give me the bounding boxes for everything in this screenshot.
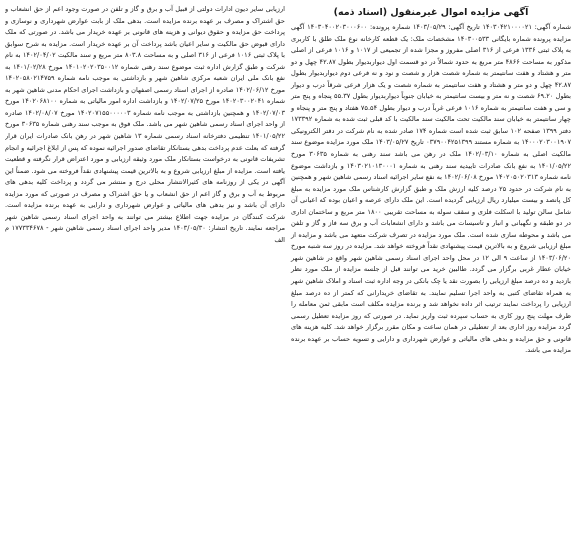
notice-left-column (5, 4, 287, 555)
notice-title: آگهی مزایده اموال غیرمنقول (اسناد ذمه) (333, 7, 529, 18)
notice-columns (5, 4, 571, 555)
notice-left-text: ارزیابی سایر دیون ادارات دولتی از قبیل آب و برق و گاز و تلفن در صورت وجود اعم از حق انشعاب و حق اشتراک و مصرف بر عهده برنده مزایده است. بدهی ملک از بابت عوارض شهرداری و نوسازی و پرداخت حق مزایده و حقوق دیوانی و هزینه های قانونی بر عهده خریدار می باشد. در صورتی که ملک دارای قبوض حق مالکیت و سایر اعیان باشد پرداخت آن بر عهده خریدار است. مزایده به شرح سوابق با پلاک ثبتی ۱۰۱۶ فرعی از ۳۱۶ اصلی و به مساحت ۸۰۳.۸ متر مربع و سند مالکیت ۱۴۰۲/۰۴/۰۲ به نام شرکت و طبق گزارش اداره ثبت موضوع سند رهنی شماره ۱۴۰۱۰۲۰۲۰۳۵۰۰۱۲ مورخ ۱۴۰۱/۰۲/۲۸ به نفع بانک ملی ایران شعبه مرکزی شاهین شهر و بازداشتی به موجب نامه شماره ۱۴۰۲۰۵۸۰۲۱۴۷۵۹ مورخ ۱۴۰۲/۰۶/۱۲ صادره از اجرای اسناد رسمی اصفهان و بازداشت اجرای احکام مدنی شاهین شهر به شماره ۱۴۰۲۰۳۰۰۲۰۴۱ مورخ ۱۴۰۲/۰۷/۲۵ و بازداشت اداره امور مالیاتی به شماره ۱۴۰۲۰۶۸۱۰۰ مورخ ۱۴۰۲/۰۷/۰۳ و همچنین بازداشتی به موجب نامه شماره ۱۴۰۲۰۷۱۵۵۰۰۰۰۰۳ مورخ ۱۴۰۲/۰۸/۰۷ صادره از واحد اجرای اسناد رسمی شاهین شهر می باشد. ملک فوق به موجب سند رهنی شماره ۳۰۶۳۵ مورخ ۱۴۰۱/۰۵/۲۲ تنظیمی دفترخانه اسناد رسمی شماره ۱۳ شاهین شهر در رهن بانک صادرات ایران قرار گرفته که بعلت عدم پرداخت بدهی بستانکار تقاضای صدور اجرائیه نموده که پس از ابلاغ اجرائیه و انجام تشریفات قانونی به درخواست بستانکار ملک مورد وثیقه ارزیابی و مورد اعتراض قرار نگرفته و قطعیت یافته است. مزایده از مبلغ ارزیابی شروع و به بالاترین قیمت پیشنهادی نقداً فروخته می شود. ضمناً این آگهی در یکی از روزنامه های کثیرالانتشار محلی درج و منتشر می گردد و پرداخت کلیه بدهی های مربوط به آب و برق و گاز اعم از حق انشعاب و یا حق اشتراک و مصرف در صورتی که مورد مزایده دارای آن باشد و نیز بدهی های مالیاتی و عوارض شهرداری و دارایی به عهده برنده مزایده است. شرکت کنندگان در مزایده جهت اطلاع بیشتر می توانند به واحد اجرای اسناد رسمی شاهین شهر مراجعه نمایند. تاریخ انتشار: ۱۴۰۳/۰۵/۳۰ مدیر واحد اجرای اسناد رسمی شاهین شهر - ۱۷۷۳۳۴۶۷۸ م الف (5, 5, 286, 244)
notice-right-column (289, 4, 571, 555)
notice-right-text: شماره آگهی: ۱۴۰۳۰۴۲۱۰۰۰۰۲۱ تاریخ آگهی: ۱۴۰۳/۰۵/۲۹ شماره پرونده: ۱۴۰۳۰۴۰۰۲۰۳۰۰۰۶۰۰ آگهی مزایده پرونده شماره بایگانی ۱۴۰۳۰۰۵۳۳ مشخصات ملک: یک قطعه کارخانه نوع ملک طلق با کاربری به پلاک ثبتی ۱۳۳۶ فرعی از ۳۱۶ اصلی مفروز و مجزا شده از تجمیعی از ۱۰۱۷ و ۱۰۱۶ فرعی از اصلی مذکور به مساحت ۴۸۶۶ متر مربع به حدود شمالاً در دو قسمت اول دیواربدیوار بطول ۴۲.۸۷ چهل و دو متر و هشتاد و هفت سانتیمتر به شماره شصت هزار و شصت و نود و نه فرعی دوم دیواربدیوار بطول ۴۲.۸۷ چهل و دو متر و هشتاد و هفت سانتیمتر به شماره شصت و یک هزار فرعی شرقاً درب و دیوار بطول ۶۹.۲۰ شصت و نه متر و بیست سانتیمتر به خیابان جنوباً دیواربدیوار بطول ۵۵.۳۷ پنجاه و پنج متر و سی و هفت سانتیمتر به شماره ۱۰۱۶ فرعی غرباً درب و دیوار بطول ۷۵.۵۴ هفتاد و پنج متر و پنجاه و چهار سانتیمتر به خیابان سند مالکیت تحت مالکیت سند مالکیت با کد قبلی ثبت شده به شماره ۱۷۳۳۹۲ دفتر ۱۳۹۹ صفحه ۱۰۲ سابق ثبت شده است شماره ۱۷۴ صادر شده به نام شرکت در دفتر الکترونیکی ۱۴۰۰۰۲۰۳۰۰۱۹۰۷ به شماره مستند ۰۳۷۹۰۰۴۲۵۱۳۹۹ تاریخ ۱۴۰۳/۰۵/۲۷ ملک مورد مزایده موضوع سند مالکیت اصلی به شماره ۱۴۰۲/۰۳/۱۰ ملک در رهن می باشد سند رهنی به شماره ۳۰۶۳۵ مورخ ۱۴۰۱/۰۵/۲۲ به نفع بانک صادرات تاییدیه سند رهنی به شماره ۱۴۰۳۰۲۱۰۱۳۰۰۰۱ و بازداشت موضوع نامه شماره ۱۴۰۲۰۵۰۲۰۳۱۳ مورخ ۱۴۰۲/۰۶/۰۸ به نفع سایر اجرائیه اسناد رسمی شاهین شهر و همچنین به نام شرکت در حدود ۲۵ درصد کلیه ارزش ملک و طبق گزارش کارشناس ملک مورد مزایده به مبلغ کل پانصد و بیست میلیارد ریال ارزیابی گردیده است. این ملک دارای عرصه و اعیان بوده که اعیانی آن شامل سالن تولید با اسکلت فلزی و سقف سوله به مساحت تقریبی ۱۸۰۰ متر مربع و ساختمان اداری در دو طبقه و نگهبانی و انبار و تاسیسات می باشد و دارای انشعابات آب و برق سه فاز و گاز و تلفن می باشد و محوطه سازی شده است. ملک مورد مزایده در تصرف شرکت متعهد می باشد و مزایده از مبلغ ارزیابی شروع و به بالاترین قیمت پیشنهادی نقداً فروخته خواهد شد. مزایده در روز سه شنبه مورخ ۱۴۰۳/۰۶/۲۰ از ساعت ۹ الی ۱۲ در محل واحد اجرای اسناد رسمی شاهین شهر واقع در شاهین شهر خیابان عطار غربی برگزار می گردد. طالبین خرید می توانند قبل از جلسه مزایده از ملک مورد نظر بازدید و ده درصد مبلغ ارزیابی را بصورت نقد یا چک بانکی در وجه اداره ثبت اسناد و املاک شاهین شهر به همراه تقاضای کتبی به واحد اجرا تسلیم نمایند. به تقاضای خریدارانی که کمتر از ده درصد مبلغ ارزیابی را پرداخت نمایند ترتیب اثر داده نخواهد شد و برنده مزایده مکلف است مابقی ثمن معامله را ظرف مهلت پنج روز کاری به حساب سپرده ثبت واریز نماید. در صورتی که روز مزایده تعطیل رسمی گردد مزایده روز اداری بعد از تعطیلی در همان ساعت و مکان مقرر برگزار خواهد شد. کلیه هزینه های قانونی و حق مزایده و بدهی های مالیاتی و عوارض شهرداری و دارایی و تسویه حساب بر عهده برنده مزایده می باشد. (291, 23, 571, 355)
